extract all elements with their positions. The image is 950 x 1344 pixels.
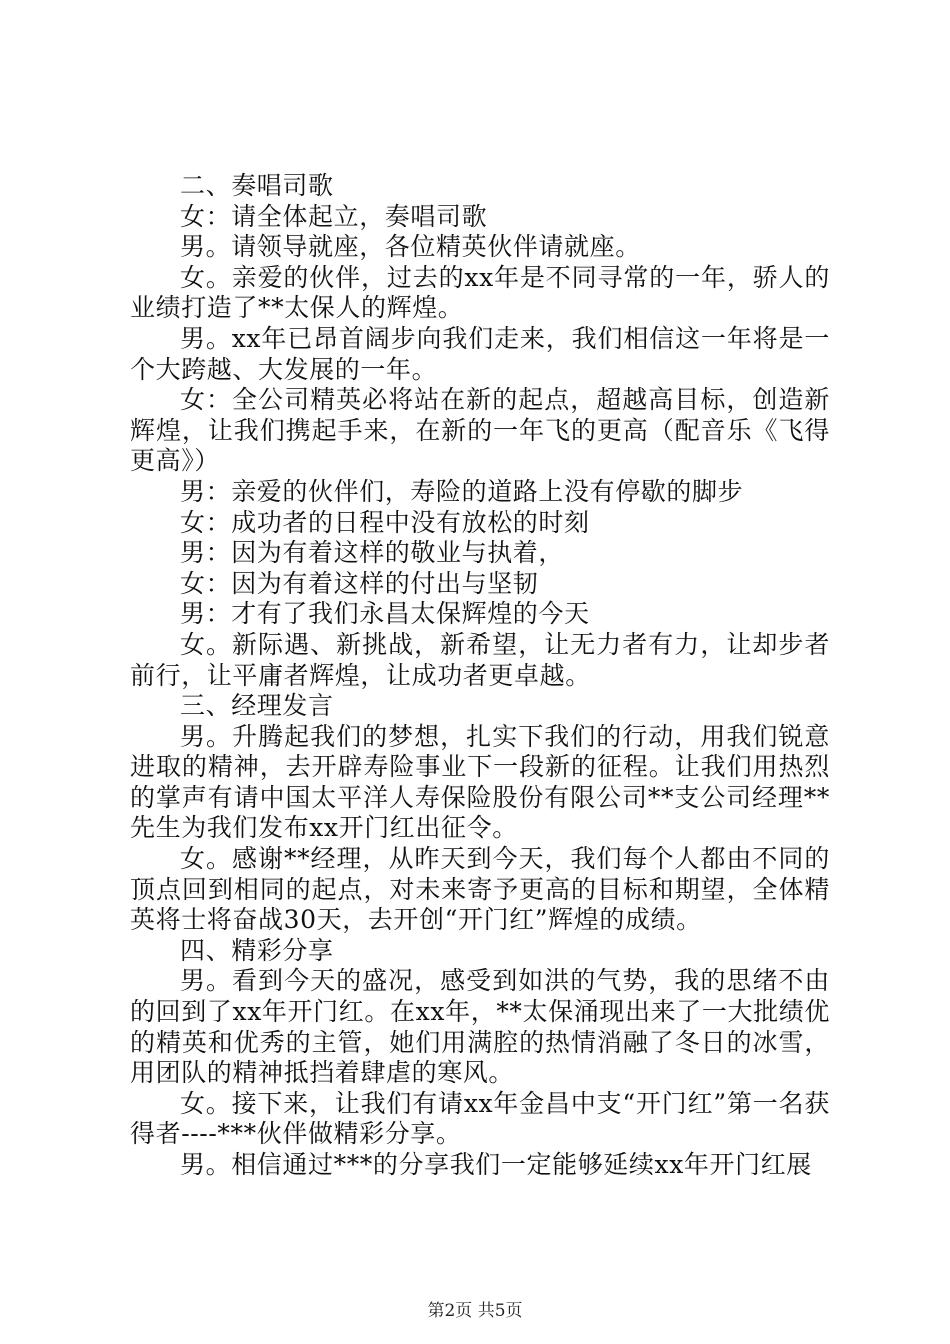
page-footer: 第2页 共5页 [427, 1301, 523, 1321]
dialogue-line: 女。亲爱的伙伴，过去的xx年是不同寻常的一年，骄人的业绩打造了**太保人的辉煌。 [130, 262, 830, 323]
dialogue-line: 女：请全体起立，奏唱司歌 [180, 201, 488, 231]
dialogue-line: 女：全公司精英必将站在新的起点，超越高目标，创造新辉煌，让我们携起手来，在新的一年飞的更高（配音乐《飞得更高》） [130, 385, 830, 476]
dialogue-line: 男。请领导就座，各位精英伙伴请就座。 [180, 232, 641, 262]
dialogue-line: 女：因为有着这样的付出与坚韧 [180, 568, 539, 598]
dialogue-line: 男：因为有着这样的敬业与执着， [180, 538, 565, 568]
dialogue-line: 女。新际遇、新挑战，新希望，让无力者有力，让却步者前行，让平庸者辉煌，让成功者更卓越。 [130, 629, 830, 690]
dialogue-line: 女：成功者的日程中没有放松的时刻 [180, 507, 590, 537]
dialogue-line: 男。升腾起我们的梦想，扎实下我们的行动，用我们锐意进取的精神，去开辟寿险事业下一段新的征程。让我们用热烈的掌声有请中国太平洋人寿保险股份有限公司**支公司经理**先生为我们发布xx开门红出征令。 [130, 721, 830, 843]
dialogue-line: 男。相信通过***的分享我们一定能够延续xx年开门红展 [180, 1150, 812, 1179]
dialogue-line: 女。感谢**经理，从昨天到今天，我们每个人都由不同的顶点回到相同的起点，对未来寄予更高的目标和期望，全体精英将士将奋战30天，去开创“开门红”辉煌的成绩。 [130, 844, 830, 935]
dialogue-line: 男：亲爱的伙伴们，寿险的道路上没有停歇的脚步 [180, 476, 744, 506]
dialogue-line: 男。看到今天的盛况，感受到如洪的气势，我的思绪不由的回到了xx年开门红。在xx年，**太保涌现出来了一大批绩优的精英和优秀的主管，她们用满腔的热情消融了冬日的冰雪，用团队的精神抵挡着肆虐的寒风。 [130, 966, 830, 1088]
document-body [130, 171, 830, 1181]
dialogue-line: 男：才有了我们永昌太保辉煌的今天 [180, 599, 590, 629]
section-heading: 四、精彩分享 [180, 935, 334, 965]
section-heading: 二、奏唱司歌 [180, 171, 334, 200]
dialogue-line: 男。xx年已昂首阔步向我们走来，我们相信这一年将是一个大跨越、大发展的一年。 [130, 323, 830, 384]
section-heading: 三、经理发言 [180, 691, 334, 721]
dialogue-line: 女。接下来，让我们有请xx年金昌中支“开门红”第一名获得者----***伙伴做精彩分享。 [130, 1088, 830, 1149]
